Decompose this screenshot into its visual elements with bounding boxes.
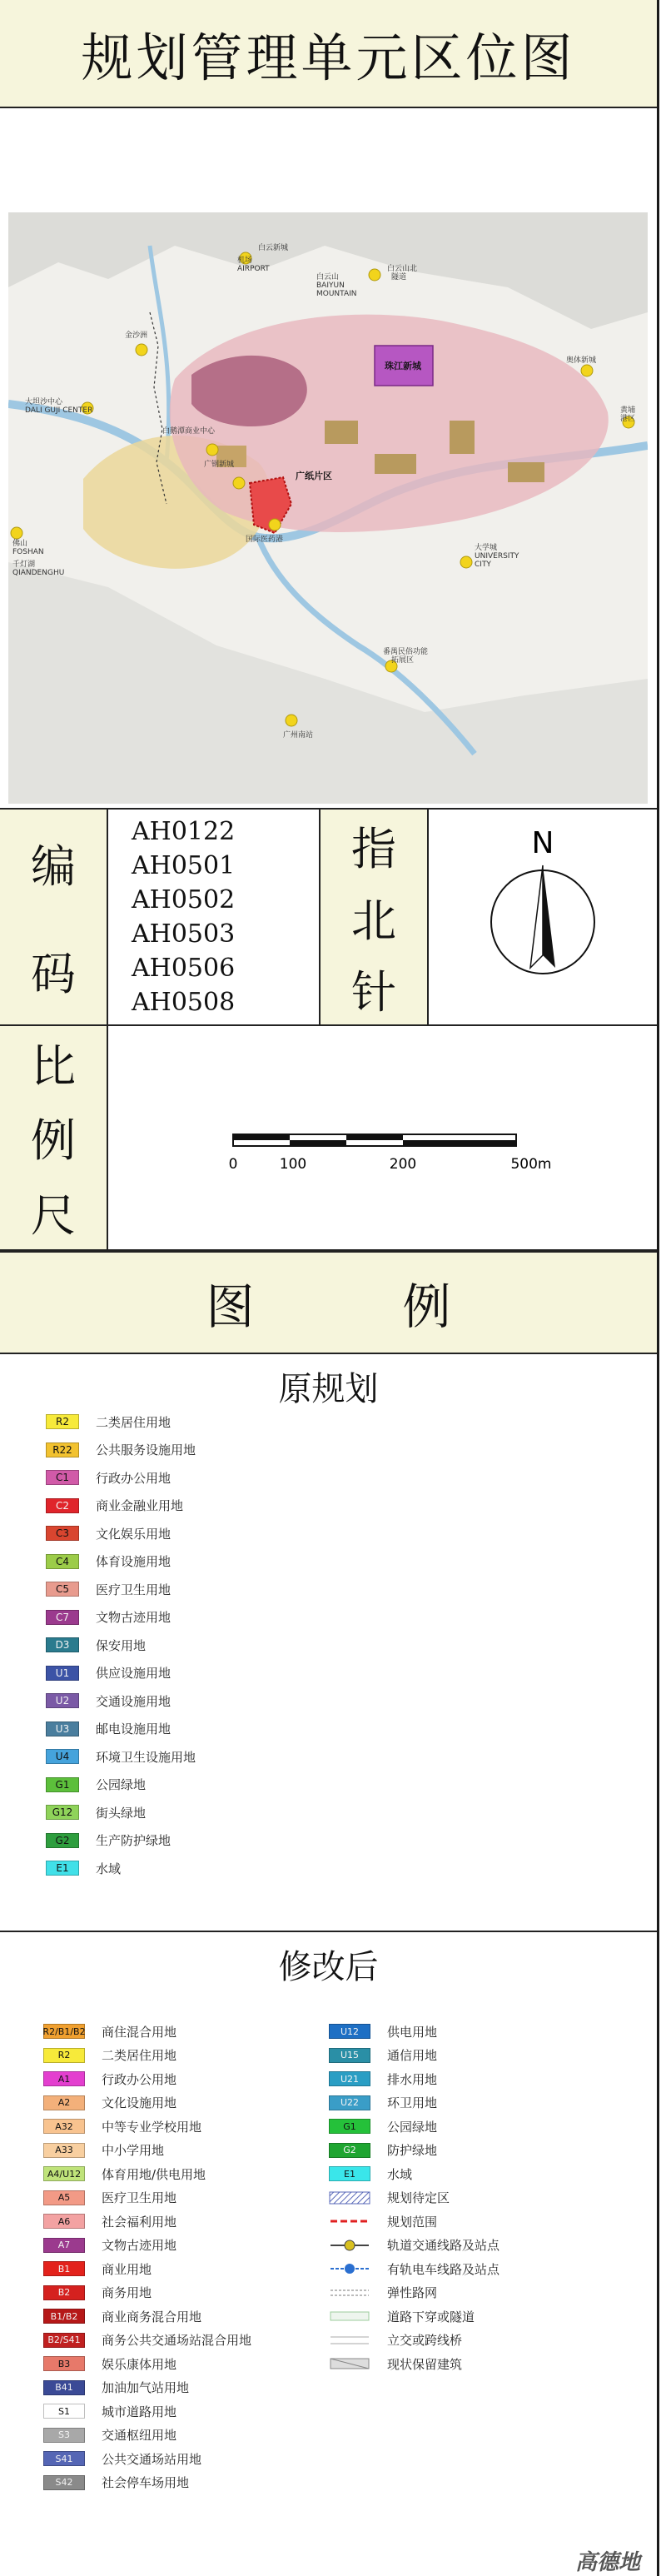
section-divider xyxy=(0,1931,657,1932)
legend-swatch: U1 xyxy=(46,1666,79,1681)
legend-swatch: G1 xyxy=(329,2119,370,2134)
legend-swatch: U21 xyxy=(329,2071,370,2086)
legend-item xyxy=(329,2307,475,2325)
legend-item xyxy=(329,2022,437,2040)
legend-item xyxy=(46,1552,171,1571)
legend-swatch: S1 xyxy=(43,2404,85,2419)
legend-item xyxy=(46,1859,121,1877)
legend-item xyxy=(46,1441,196,1459)
code-list xyxy=(108,810,321,1024)
legend-item xyxy=(329,2070,437,2088)
legend-label: 规划待定区 xyxy=(387,2190,450,2205)
scale-tick: 100 xyxy=(279,1156,307,1173)
legend-item xyxy=(43,2426,176,2444)
legend-item xyxy=(43,2189,176,2207)
legend-item xyxy=(46,1747,196,1766)
legend-item xyxy=(46,1692,171,1710)
legend-label: 环卫用地 xyxy=(387,2095,438,2110)
legend-label: 有轨电车线路及站点 xyxy=(387,2261,500,2277)
legend-item xyxy=(329,2141,437,2160)
svg-text:港区: 港区 xyxy=(620,415,636,423)
legend-item xyxy=(43,2474,189,2492)
legend-item xyxy=(46,1608,171,1627)
svg-text:广纸片区: 广纸片区 xyxy=(296,471,332,481)
legend-item xyxy=(43,2284,152,2302)
legend-label: 立交或跨线桥 xyxy=(387,2333,463,2348)
legend-swatch: S3 xyxy=(43,2428,85,2443)
map-image xyxy=(8,212,648,804)
legend-swatch: B1/B2 xyxy=(43,2309,85,2324)
legend-swatch: G2 xyxy=(329,2143,370,2158)
legend-swatch: A33 xyxy=(43,2143,85,2158)
north-arrow xyxy=(429,810,657,1024)
scale-tick: 200 xyxy=(389,1156,417,1173)
legend-label: 公园绿地 xyxy=(387,2119,438,2135)
legend-item xyxy=(43,2046,176,2065)
legend-item xyxy=(43,2402,176,2420)
legend-label: 社会停车场用地 xyxy=(102,2475,190,2490)
legend-label: 文化娱乐用地 xyxy=(96,1526,171,1542)
legend-label: 公园绿地 xyxy=(96,1777,147,1792)
legend-item xyxy=(46,1524,171,1542)
legend-label: 商务用地 xyxy=(102,2285,152,2300)
legend-item xyxy=(46,1831,171,1850)
legend-item xyxy=(329,2236,500,2255)
scale-bar xyxy=(225,1130,574,1180)
svg-text:白鹅潭商业中心: 白鹅潭商业中心 xyxy=(162,427,216,436)
legend-swatch: R2 xyxy=(46,1414,79,1429)
svg-text:UNIVERSITY: UNIVERSITY xyxy=(475,552,519,561)
svg-text:番禺民俗功能: 番禺民俗功能 xyxy=(383,648,429,656)
svg-text:QIANDENGHU: QIANDENGHU xyxy=(12,569,65,577)
legend-label: 现状保留建筑 xyxy=(387,2356,463,2372)
legend-item xyxy=(46,1413,171,1431)
legend-swatch: U4 xyxy=(46,1749,79,1764)
legend-item xyxy=(329,2046,437,2065)
legend-swatch: G2 xyxy=(46,1833,79,1848)
svg-text:千灯湖: 千灯湖 xyxy=(12,561,36,569)
legend-item xyxy=(43,2070,176,2088)
legend-label: 医疗卫生用地 xyxy=(96,1582,171,1597)
legend-swatch: U15 xyxy=(329,2048,370,2063)
legend-label: 加油加气站用地 xyxy=(102,2380,190,2395)
code-item: AH0501 xyxy=(132,851,236,880)
legend-label: 防护绿地 xyxy=(387,2143,438,2158)
legend-swatch: C4 xyxy=(46,1554,79,1569)
legend-label: 商住混合用地 xyxy=(102,2024,177,2040)
svg-text:白云山: 白云山 xyxy=(316,273,340,282)
compass-label-char: 北 xyxy=(351,894,396,947)
legend-label: 文化设施用地 xyxy=(102,2095,177,2110)
legend-label: 行政办公用地 xyxy=(102,2071,177,2087)
legend-label: 环境卫生设施用地 xyxy=(96,1749,196,1765)
legend-label: 排水用地 xyxy=(387,2071,438,2087)
legend-title: 图 例 xyxy=(206,1278,501,1335)
legend-item xyxy=(43,2141,164,2160)
svg-text:国际医药港: 国际医药港 xyxy=(246,536,284,544)
legend-label: 体育用地/供电用地 xyxy=(102,2166,206,2182)
legend-swatch: A5 xyxy=(43,2190,85,2205)
legend-swatch: E1 xyxy=(329,2166,370,2181)
legend-swatch: R22 xyxy=(46,1442,79,1457)
legend-item xyxy=(43,2236,176,2255)
legend-label: 水域 xyxy=(387,2166,413,2182)
legend-label: 商业用地 xyxy=(102,2261,152,2277)
legend-item xyxy=(43,2094,176,2112)
legend-item xyxy=(46,1497,183,1515)
legend-item xyxy=(43,2165,206,2183)
legend-label: 公共服务设施用地 xyxy=(96,1442,196,1457)
legend-item xyxy=(43,2117,201,2135)
legend-label: 弹性路网 xyxy=(387,2285,438,2300)
legend-swatch: B3 xyxy=(43,2356,85,2371)
svg-text:金沙洲: 金沙洲 xyxy=(125,331,148,340)
legend-label: 商业商务混合用地 xyxy=(102,2309,202,2324)
legend-label: 医疗卫生用地 xyxy=(102,2190,177,2205)
legend-label: 道路下穿或隧道 xyxy=(387,2309,475,2324)
legend-label: 通信用地 xyxy=(387,2048,438,2063)
scale-label-char: 例 xyxy=(31,1114,76,1168)
watermark-logo: 高德地 xyxy=(574,2550,640,2575)
svg-text:广钢新城: 广钢新城 xyxy=(204,461,235,469)
legend-label: 中等专业学校用地 xyxy=(102,2119,202,2135)
legend-symbol-icon xyxy=(329,2190,370,2205)
legend-swatch: G12 xyxy=(46,1805,79,1820)
scale-row xyxy=(0,1026,657,1251)
revised-plan-title: 修改后 xyxy=(278,1948,379,1986)
legend-swatch: B2/S41 xyxy=(43,2333,85,2348)
legend-item xyxy=(43,2354,176,2373)
legend-swatch: C1 xyxy=(46,1470,79,1485)
legend-symbol-icon xyxy=(329,2261,370,2276)
legend-item xyxy=(46,1468,171,1487)
legend-label: 社会福利用地 xyxy=(102,2214,177,2230)
svg-text:大坦沙中心: 大坦沙中心 xyxy=(25,398,63,406)
legend-label: 行政办公用地 xyxy=(96,1470,171,1486)
legend-item xyxy=(329,2284,437,2302)
scale-label-char: 尺 xyxy=(31,1188,76,1242)
legend-label: 商务公共交通场站混合用地 xyxy=(102,2333,252,2348)
legend-swatch: U22 xyxy=(329,2095,370,2110)
legend-symbol-icon xyxy=(329,2238,370,2253)
legend-label: 城市道路用地 xyxy=(102,2404,177,2419)
svg-text:DALI GUJI CENTER: DALI GUJI CENTER xyxy=(25,406,93,415)
title-band xyxy=(0,0,657,108)
legend-label: 规划范围 xyxy=(387,2214,438,2230)
legend-item xyxy=(329,2212,437,2230)
legend-item xyxy=(329,2331,462,2349)
legend-swatch: A2 xyxy=(43,2095,85,2110)
location-map xyxy=(0,108,657,808)
legend-item xyxy=(43,2331,251,2349)
legend-item xyxy=(46,1776,146,1794)
legend-swatch: A6 xyxy=(43,2214,85,2229)
legend-label: 保安用地 xyxy=(96,1637,147,1653)
legend-swatch: B2 xyxy=(43,2285,85,2300)
legend-swatch: A32 xyxy=(43,2119,85,2134)
compass-label-char: 针 xyxy=(351,965,396,1019)
legend-swatch: B1 xyxy=(43,2261,85,2276)
legend-symbol-icon xyxy=(329,2309,370,2324)
legend-label: 供电用地 xyxy=(387,2024,438,2040)
legend-swatch: R2/B1/B2 xyxy=(43,2024,85,2039)
code-label-char: 码 xyxy=(31,948,76,1000)
legend-label: 水域 xyxy=(96,1861,122,1876)
legend-swatch: A7 xyxy=(43,2238,85,2253)
legend-swatch: E1 xyxy=(46,1861,79,1876)
north-letter: N xyxy=(531,826,554,860)
legend-item xyxy=(329,2354,462,2373)
compass-label-char: 指 xyxy=(351,822,396,875)
legend-label: 二类居住用地 xyxy=(96,1414,171,1430)
legend-swatch: R2 xyxy=(43,2048,85,2063)
legend-item xyxy=(43,2212,176,2230)
svg-text:机场: 机场 xyxy=(237,257,253,265)
legend-item xyxy=(43,2260,152,2278)
legend-swatch: S42 xyxy=(43,2475,85,2490)
legend-item xyxy=(46,1580,171,1598)
legend-label: 街头绿地 xyxy=(96,1805,147,1821)
legend-item xyxy=(46,1664,171,1682)
legend-item xyxy=(329,2260,500,2278)
svg-text:BAIYUN: BAIYUN xyxy=(316,282,345,290)
legend-label: 轨道交通线路及站点 xyxy=(387,2238,500,2253)
legend-item xyxy=(329,2165,412,2183)
legend-item xyxy=(43,2022,176,2040)
legend-item xyxy=(43,2449,201,2468)
svg-text:MOUNTAIN: MOUNTAIN xyxy=(316,290,357,298)
legend-swatch: S41 xyxy=(43,2451,85,2466)
legend-swatch: U2 xyxy=(46,1693,79,1708)
legend-label: 生产防护绿地 xyxy=(96,1833,171,1848)
legend-label: 交通枢纽用地 xyxy=(102,2428,177,2443)
legend-swatch: U12 xyxy=(329,2024,370,2039)
svg-text:佛山: 佛山 xyxy=(12,540,28,548)
legend-label: 公共交通场站用地 xyxy=(102,2451,202,2467)
legend-label: 中小学用地 xyxy=(102,2143,165,2158)
svg-text:隧道: 隧道 xyxy=(391,273,407,282)
legend-swatch: C7 xyxy=(46,1610,79,1625)
legend-band xyxy=(0,1251,657,1354)
code-item: AH0502 xyxy=(132,885,236,914)
scale-label-char: 比 xyxy=(31,1040,76,1094)
code-item: AH0503 xyxy=(132,919,236,949)
legend-swatch: B41 xyxy=(43,2380,85,2395)
legend-item xyxy=(329,2189,450,2207)
legend-swatch: U3 xyxy=(46,1721,79,1736)
svg-text:大学城: 大学城 xyxy=(475,544,498,552)
svg-text:白云新城: 白云新城 xyxy=(258,244,289,252)
legend-label: 体育设施用地 xyxy=(96,1554,171,1569)
scale-tick: 500m xyxy=(510,1156,552,1173)
code-label xyxy=(0,810,108,1024)
svg-text:广州南站: 广州南站 xyxy=(283,731,314,740)
code-item: AH0122 xyxy=(132,817,236,846)
legend-swatch: A4/U12 xyxy=(43,2166,85,2181)
svg-text:CITY: CITY xyxy=(475,561,491,569)
legend-swatch: A1 xyxy=(43,2071,85,2086)
svg-text:珠江新城: 珠江新城 xyxy=(385,361,421,371)
svg-text:FOSHAN: FOSHAN xyxy=(12,548,44,556)
svg-text:白云山北: 白云山北 xyxy=(387,265,418,273)
legend-label: 交通设施用地 xyxy=(96,1693,171,1709)
original-plan-title: 原规划 xyxy=(278,1370,379,1408)
legend-swatch: G1 xyxy=(46,1777,79,1792)
page-title: 规划管理单元区位图 xyxy=(81,27,576,88)
legend-symbol-icon xyxy=(329,2356,370,2371)
legend-item xyxy=(46,1720,171,1738)
svg-text:奥体新城: 奥体新城 xyxy=(566,356,597,365)
code-item: AH0506 xyxy=(132,954,236,983)
svg-text:AIRPORT: AIRPORT xyxy=(237,265,270,273)
svg-text:拓展区: 拓展区 xyxy=(391,656,415,665)
legend-symbol-icon xyxy=(329,2214,370,2229)
legend-label: 邮电设施用地 xyxy=(96,1721,171,1736)
legend-label: 供应设施用地 xyxy=(96,1666,171,1681)
legend-symbol-icon xyxy=(329,2333,370,2348)
compass-label xyxy=(321,810,429,1024)
legend-item xyxy=(329,2117,437,2135)
legend-item xyxy=(43,2379,189,2397)
legend-swatch: C2 xyxy=(46,1498,79,1513)
code-item: AH0508 xyxy=(132,988,236,1017)
legend-label: 商业金融业用地 xyxy=(96,1498,184,1513)
legend-swatch: C5 xyxy=(46,1582,79,1597)
legend-item xyxy=(46,1803,146,1821)
legend-swatch: D3 xyxy=(46,1637,79,1652)
scale-label xyxy=(0,1026,108,1249)
info-row xyxy=(0,808,657,1026)
svg-text:黄埔: 黄埔 xyxy=(620,406,636,415)
legend-item xyxy=(329,2094,437,2112)
legend-label: 文物古迹用地 xyxy=(102,2238,177,2253)
legend-label: 二类居住用地 xyxy=(102,2048,177,2063)
legend-label: 娱乐康体用地 xyxy=(102,2356,177,2372)
legend-item xyxy=(46,1636,146,1654)
legend-item xyxy=(43,2307,201,2325)
code-label-char: 编 xyxy=(31,840,76,893)
scale-tick: 0 xyxy=(228,1156,238,1173)
legend-label: 文物古迹用地 xyxy=(96,1610,171,1625)
legend-symbol-icon xyxy=(329,2285,370,2300)
compass-icon xyxy=(429,810,657,1024)
legend-swatch: C3 xyxy=(46,1526,79,1541)
